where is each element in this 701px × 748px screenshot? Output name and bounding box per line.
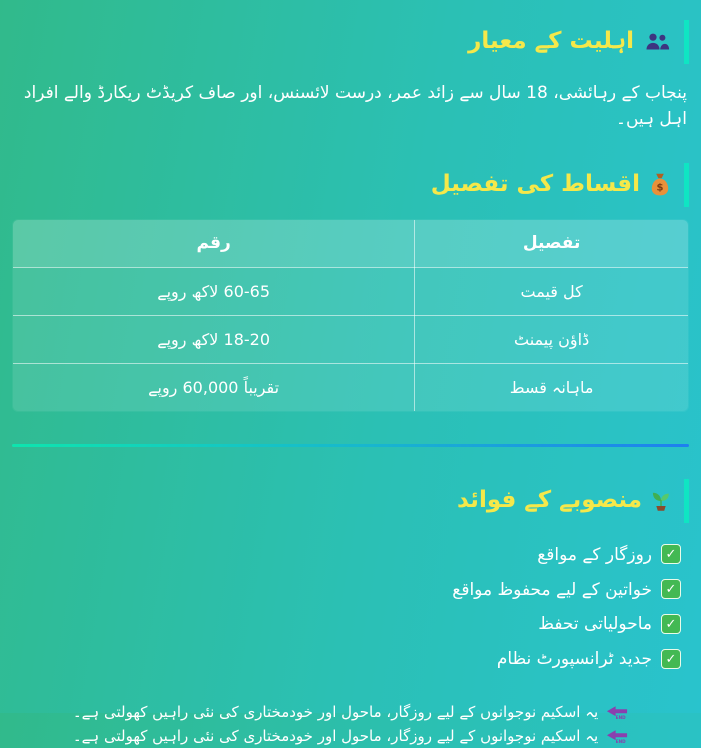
benefit-item-modern-transport bbox=[12, 642, 681, 677]
footer-text: یہ اسکیم نوجوانوں کے لیے روزگار، ماحول اور خودمختاری کی نئی راہیں کھولتی ہے۔ bbox=[72, 702, 599, 721]
benefit-label: خواتین کے لیے محفوظ مواقع bbox=[452, 579, 652, 600]
benefit-item-women-safety bbox=[12, 572, 681, 607]
eligibility-body: پنجاب کے رہائشی، 18 سال سے زائد عمر، درست لائسنس، اور صاف کریڈٹ ریکارڈ والے افراد اہل ہیں۔ bbox=[23, 83, 687, 130]
svg-text:END: END bbox=[615, 738, 626, 744]
benefit-label: جدید ٹرانسپورٹ نظام bbox=[496, 649, 652, 670]
seedling-icon bbox=[652, 490, 670, 512]
benefit-item-employment bbox=[12, 537, 681, 572]
benefit-label: ماحولیاتی تحفظ bbox=[538, 614, 652, 635]
table-row bbox=[13, 267, 689, 315]
end-icon bbox=[606, 729, 628, 744]
benefits-title: منصوبے کے فوائد bbox=[457, 486, 642, 513]
check-icon: ✓ bbox=[661, 614, 681, 634]
table-row bbox=[13, 363, 689, 411]
table-header-row bbox=[13, 219, 689, 267]
benefit-item-environment bbox=[12, 607, 681, 642]
cell-monthly-installment-value: تقریباً 60,000 روپے bbox=[13, 363, 415, 411]
footer bbox=[12, 701, 689, 748]
installments-table bbox=[12, 219, 689, 412]
cell-total-price-value: 60-65 لاکھ روپے bbox=[13, 267, 415, 315]
benefits-heading bbox=[12, 479, 689, 523]
footer-line-clipped bbox=[12, 725, 689, 748]
svg-text:END: END bbox=[615, 714, 626, 720]
eligibility-heading bbox=[12, 20, 689, 64]
installments-heading bbox=[12, 163, 689, 207]
benefit-label: روزگار کے مواقع bbox=[537, 544, 652, 565]
table-row bbox=[13, 315, 689, 363]
cell-down-payment-label: ڈاؤن پیمنٹ bbox=[415, 315, 689, 363]
check-icon: ✓ bbox=[661, 579, 681, 599]
cell-total-price-label: کل قیمت bbox=[415, 267, 689, 315]
benefits-list bbox=[12, 537, 681, 677]
cell-monthly-installment-label: ماہانہ قسط bbox=[415, 363, 689, 411]
footer-line bbox=[12, 701, 689, 724]
check-icon: ✓ bbox=[661, 649, 681, 669]
svg-text:$: $ bbox=[656, 182, 664, 194]
people-icon bbox=[644, 32, 670, 52]
column-header-amount: رقم bbox=[13, 219, 415, 267]
installments-title: اقساط کی تفصیل bbox=[430, 170, 640, 197]
column-header-detail: تفصیل bbox=[415, 219, 689, 267]
footer-text: یہ اسکیم نوجوانوں کے لیے روزگار، ماحول اور خودمختاری کی نئی راہیں کھولتی ہے۔ bbox=[72, 726, 599, 745]
check-icon: ✓ bbox=[661, 544, 681, 564]
money-bag-icon bbox=[650, 173, 670, 196]
cell-down-payment-value: 18-20 لاکھ روپے bbox=[13, 315, 415, 363]
section-divider bbox=[12, 444, 689, 447]
end-icon bbox=[606, 705, 628, 720]
eligibility-title: اہلیت کے معیار bbox=[468, 28, 634, 55]
